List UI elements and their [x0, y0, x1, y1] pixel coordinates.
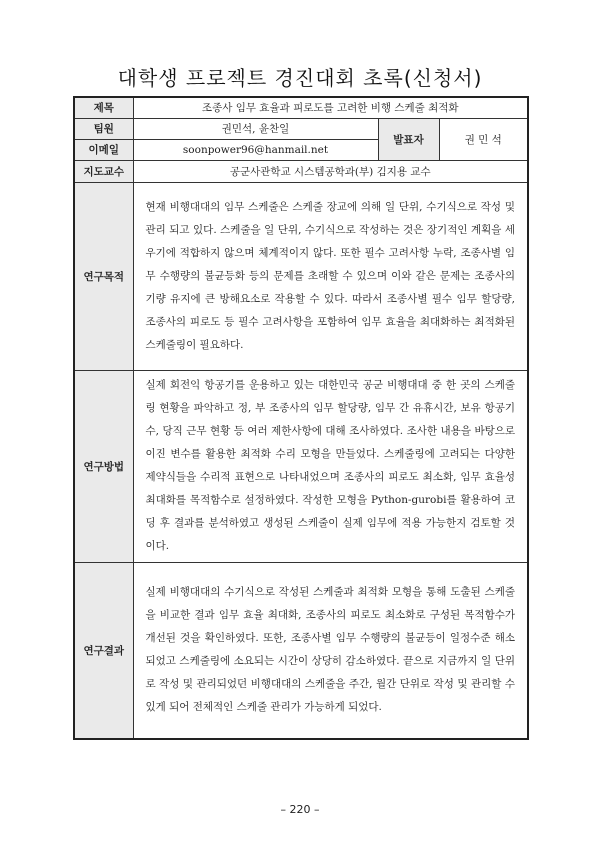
purpose-row — [74, 182, 528, 370]
advisor-row — [74, 160, 528, 182]
document-title: 대학생 프로젝트 경진대회 초록(신청서) — [117, 66, 483, 90]
application-form-table — [73, 96, 529, 740]
method-row — [74, 370, 528, 562]
method-text: 실제 회전익 항공기를 운용하고 있는 대한민국 공군 비행대대 중 한 곳의 스케줄링 현황을 파악하고 정, 부 조종사의 임무 할당량, 임무 간 유휴시간, 보유 항공기 수, 당직 근무 현황 등 여러 제한사항에 대해 조사하였다. 조사한 내용을 바탕으로 이진 변수를 활용한 최적화 수리 모형을 만들었다. 스케줄링에 고려되는 다양한 제약식들을 수리적 표현으로 나타내었으며 조종사의 피로도 최소화, 임무 효율성 최대화를 목적함수로 설정하였다. 작성한 모형을 Python-gurobi를 활용하여 코딩 후 결과를 분석하였고 생성된 스케줄이 실제 임무에 적용 가능한지 검토할 것이다. — [133, 370, 528, 562]
team-value: 권민석, 윤찬일 — [133, 118, 378, 139]
advisor-label: 지도교수 — [74, 160, 133, 182]
email-label: 이메일 — [74, 139, 133, 160]
page-number: – 220 – — [280, 803, 320, 816]
presenter-value: 권 민 석 — [439, 118, 528, 160]
result-label: 연구결과 — [74, 562, 133, 739]
purpose-label: 연구목적 — [74, 182, 133, 370]
email-value: soonpower96@hanmail.net — [133, 139, 378, 160]
subject-value: 조종사 임무 효율과 피로도를 고려한 비행 스케줄 최적화 — [133, 97, 528, 118]
result-row — [74, 562, 528, 739]
team-label: 팀원 — [74, 118, 133, 139]
team-row — [74, 118, 528, 139]
result-text: 실제 비행대대의 수기식으로 작성된 스케줄과 최적화 모형을 통해 도출된 스케줄을 비교한 결과 임무 효율 최대화, 조종사의 피로도 최소화로 구성된 목적함수가 개선된 것을 확인하였다. 또한, 조종사별 임무 수행량의 불균등이 일정수준 해소되었고 스케줄링에 소요되는 시간이 상당히 감소하였다. 끝으로 지금까지 일 단위로 작성 및 관리되었던 비행대대의 스케줄을 주간, 월간 단위로 작성 및 관리할 수 있게 되어 전체적인 스케줄 관리가 가능하게 되었다. — [133, 562, 528, 739]
presenter-label: 발표자 — [378, 118, 439, 160]
method-label: 연구방법 — [74, 370, 133, 562]
advisor-value: 공군사관학교 시스템공학과(부) 김지용 교수 — [133, 160, 528, 182]
purpose-text: 현재 비행대대의 임무 스케줄은 스케줄 장교에 의해 일 단위, 수기식으로 작성 및 관리 되고 있다. 스케줄을 일 단위, 수기식으로 작성하는 것은 장기적인 계획을 세우기에 적합하지 않으며 체계적이지 않다. 또한 필수 고려사항 누락, 조종사별 임무 수행량의 불균등화 등의 문제를 초래할 수 있으며 이와 같은 문제는 조종사의 기량 유지에 큰 방해요소로 작용할 수 있다. 따라서 조종사별 필수 임무 할당량, 조종사의 피로도 등 필수 고려사항을 포함하여 임무 효율을 최대화하는 최적화된 스케줄링이 필요하다. — [133, 182, 528, 370]
subject-label: 제목 — [74, 97, 133, 118]
subject-row — [74, 97, 528, 118]
